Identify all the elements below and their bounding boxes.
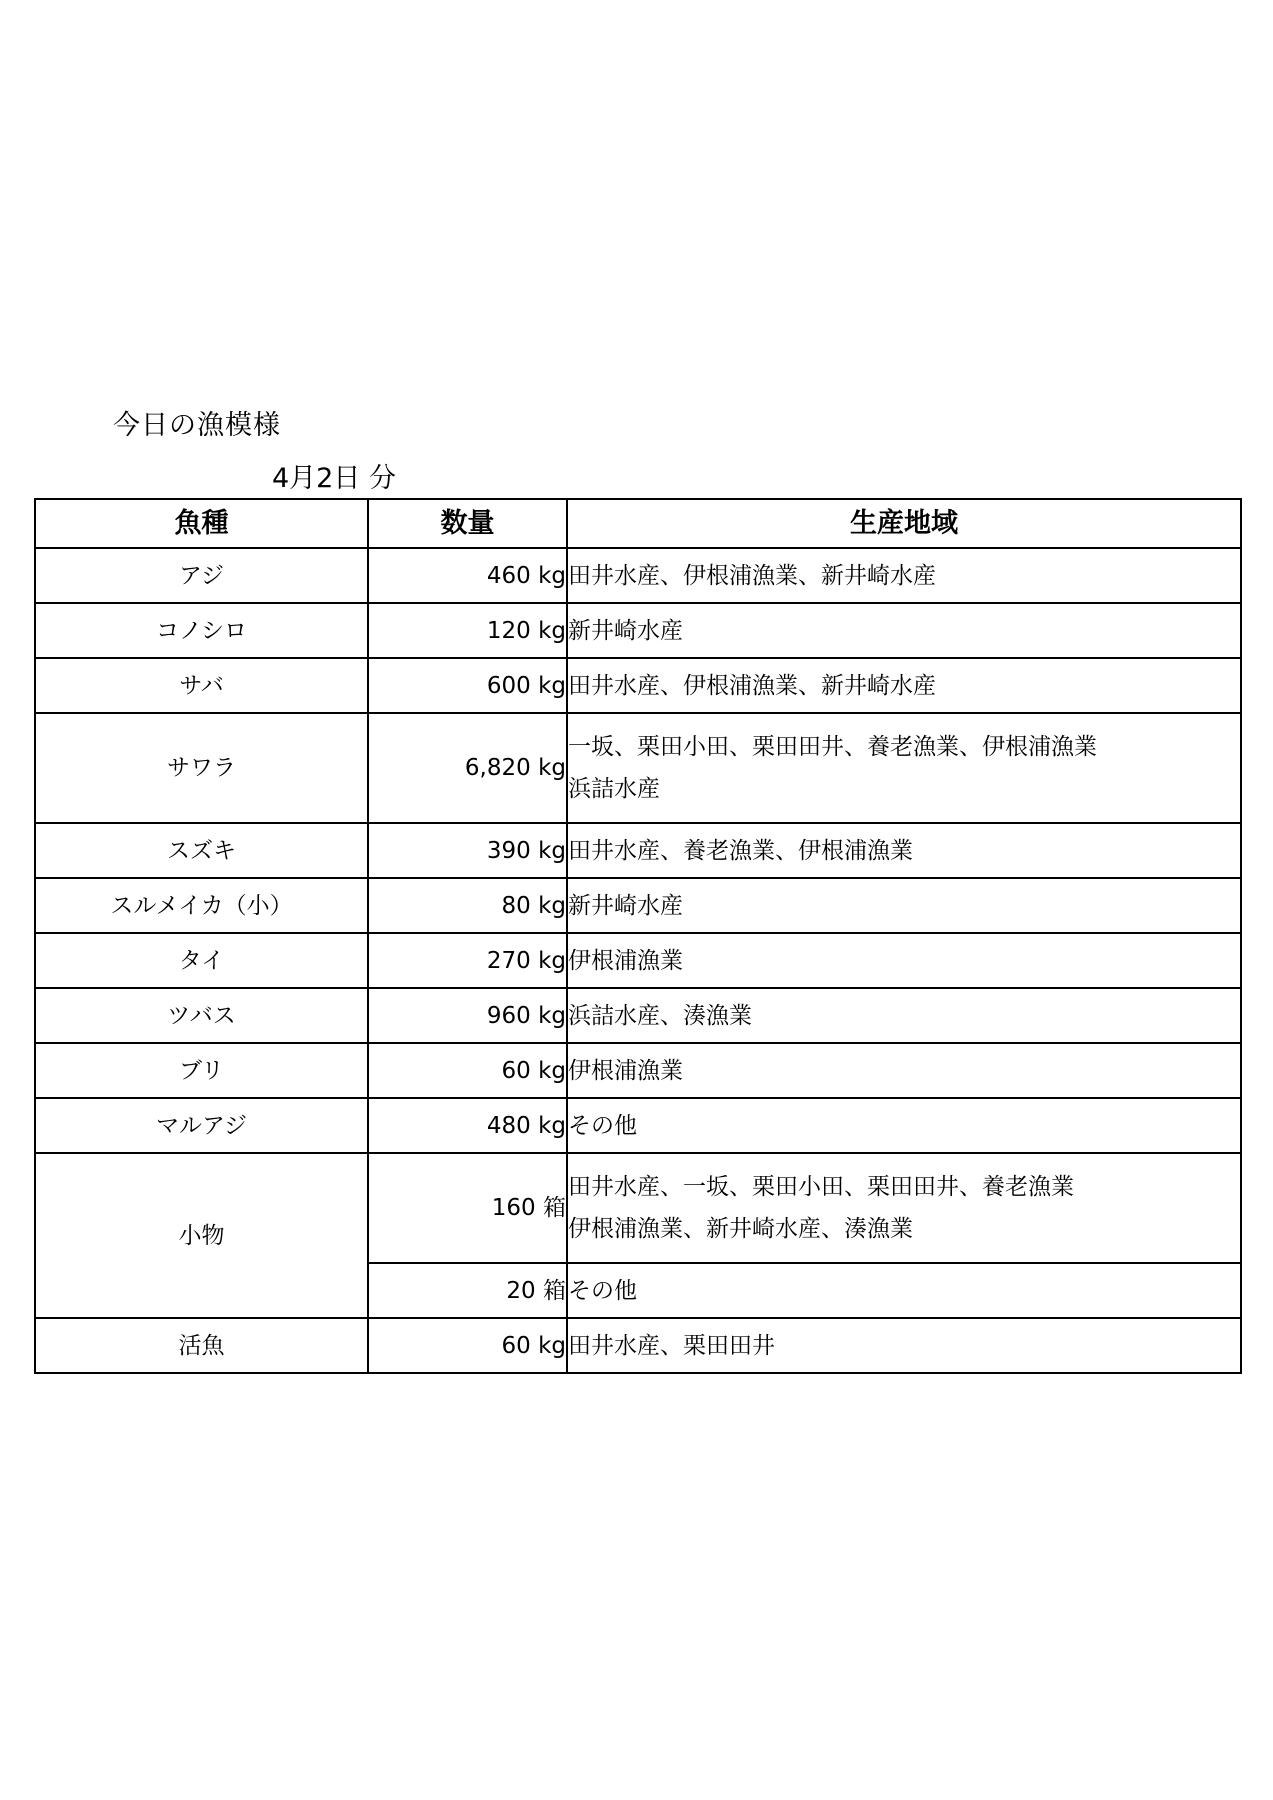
header-region: 生産地域 xyxy=(567,499,1241,548)
fish-cell: コノシロ xyxy=(35,603,368,658)
header-fish: 魚種 xyxy=(35,499,368,548)
table-row xyxy=(35,933,1241,988)
region-cell xyxy=(567,988,1241,1043)
table-row xyxy=(35,548,1241,603)
quantity-cell: 460 kg xyxy=(368,548,567,603)
table-row xyxy=(35,1318,1241,1373)
table-row xyxy=(35,1098,1241,1153)
region-cell xyxy=(567,713,1241,823)
catch-table xyxy=(34,498,1242,1374)
region-cell xyxy=(567,1263,1241,1318)
fish-cell: ツバス xyxy=(35,988,368,1043)
region-cell xyxy=(567,933,1241,988)
region-cell xyxy=(567,1098,1241,1153)
quantity-cell: 160 箱 xyxy=(368,1153,567,1263)
quantity-cell: 600 kg xyxy=(368,658,567,713)
table-header-row xyxy=(35,499,1241,548)
quantity-cell: 60 kg xyxy=(368,1318,567,1373)
region-line: 浜詰水産 xyxy=(568,776,660,802)
fish-cell: 活魚 xyxy=(35,1318,368,1373)
region-cell xyxy=(567,658,1241,713)
region-line: その他 xyxy=(568,1277,637,1304)
region-line: その他 xyxy=(568,1112,637,1139)
table-row xyxy=(35,878,1241,933)
table-row xyxy=(35,658,1241,713)
region-line: 田井水産、栗田田井 xyxy=(568,1332,775,1359)
region-cell xyxy=(567,548,1241,603)
fish-cell: サワラ xyxy=(35,713,368,823)
page-title: 今日の漁模様 xyxy=(113,410,281,441)
report-date: 4月2日 分 xyxy=(272,463,396,494)
fish-cell: 小物 xyxy=(35,1153,368,1318)
region-line: 田井水産、一坂、栗田小田、栗田田井、養老漁業 xyxy=(568,1174,1074,1200)
table-row xyxy=(35,823,1241,878)
quantity-cell: 270 kg xyxy=(368,933,567,988)
region-line: 田井水産、養老漁業、伊根浦漁業 xyxy=(568,837,913,864)
quantity-cell: 960 kg xyxy=(368,988,567,1043)
fish-cell: スルメイカ（小） xyxy=(35,878,368,933)
region-line: 田井水産、伊根浦漁業、新井崎水産 xyxy=(568,562,936,589)
fish-cell: タイ xyxy=(35,933,368,988)
quantity-cell: 80 kg xyxy=(368,878,567,933)
region-cell xyxy=(567,1043,1241,1098)
quantity-cell: 20 箱 xyxy=(368,1263,567,1318)
table-row xyxy=(35,713,1241,823)
quantity-cell: 480 kg xyxy=(368,1098,567,1153)
quantity-cell: 390 kg xyxy=(368,823,567,878)
region-line: 田井水産、伊根浦漁業、新井崎水産 xyxy=(568,672,936,699)
region-line: 伊根浦漁業 xyxy=(568,947,683,974)
fish-cell: スズキ xyxy=(35,823,368,878)
region-line: 伊根浦漁業、新井崎水産、湊漁業 xyxy=(568,1216,913,1242)
table-row xyxy=(35,603,1241,658)
header-quantity: 数量 xyxy=(368,499,567,548)
region-line: 新井崎水産 xyxy=(568,892,683,919)
region-cell xyxy=(567,878,1241,933)
region-cell xyxy=(567,1318,1241,1373)
region-cell xyxy=(567,1153,1241,1263)
fish-cell: サバ xyxy=(35,658,368,713)
fish-cell: ブリ xyxy=(35,1043,368,1098)
region-line: 浜詰水産、湊漁業 xyxy=(568,1002,752,1029)
quantity-cell: 120 kg xyxy=(368,603,567,658)
region-line: 一坂、栗田小田、栗田田井、養老漁業、伊根浦漁業 xyxy=(568,734,1097,760)
table-row xyxy=(35,1153,1241,1263)
table-row xyxy=(35,988,1241,1043)
fish-cell: アジ xyxy=(35,548,368,603)
quantity-cell: 60 kg xyxy=(368,1043,567,1098)
quantity-cell: 6,820 kg xyxy=(368,713,567,823)
region-line: 伊根浦漁業 xyxy=(568,1057,683,1084)
region-line: 新井崎水産 xyxy=(568,617,683,644)
region-cell xyxy=(567,823,1241,878)
table-row xyxy=(35,1043,1241,1098)
region-cell xyxy=(567,603,1241,658)
fish-cell: マルアジ xyxy=(35,1098,368,1153)
